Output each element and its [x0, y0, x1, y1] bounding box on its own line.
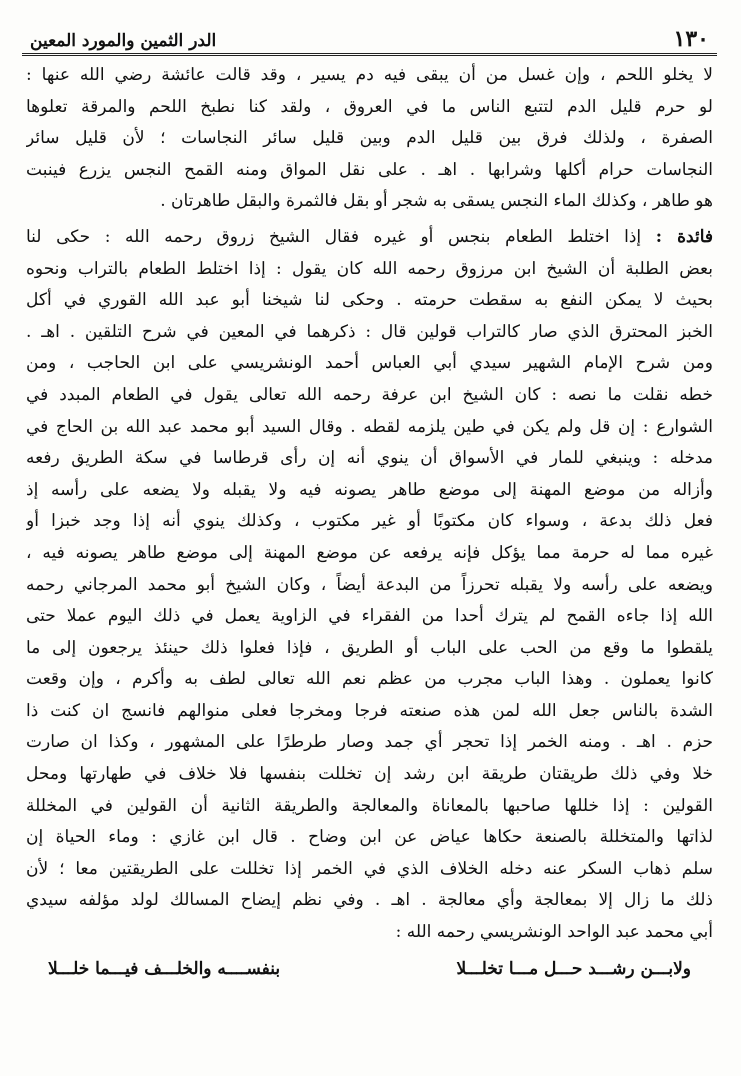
text-line: غيره مما له حرمة مما يؤكل فإنه يرفعه عن موضع المهنة إلى موضع طاهر يصونه فيه ،: [26, 542, 713, 563]
text-line: وأزاله من موضع المهنة إلى موضع طاهر يصونه فيه ولا يقبله ولا يضعه على رأسه إذ: [26, 479, 713, 500]
text-line: القولين : إذا خللها صاحبها بالمعاناة والمعالجة والطريقة الثانية أن القولين في المخللة: [26, 795, 713, 816]
text-line: لا يخلو اللحم ، وإن غسل من أن يبقى فيه دم يسير ، وقد قالت عائشة رضي الله عنها :: [26, 65, 713, 85]
text-line: خلا وفي ذلك طريقتان طريقة ابن رشد إن تخللت بنفسها فلا خلاف في طهارتها ومحل: [26, 764, 713, 785]
paragraph-2: [26, 222, 713, 949]
text-line: يلقطوا ما وقع من الحب على الباب أو الطريق ، فإذا فعلوا ذلك حينئذ يرجعون إلى ما: [26, 637, 713, 658]
page-number: ١٣٠: [673, 26, 709, 52]
text-line: [26, 222, 713, 254]
text-line: الشدة بالناس جعل الله لمن هذه صنعته فرجا ومخرجا فعلى منوالهم فانسج ان كنت ذا: [26, 700, 713, 721]
text-line: أبي محمد عبد الواحد الونشريسي رحمه الله :: [395, 922, 713, 943]
faida-label: فائدة :: [655, 226, 713, 247]
text-line: النجاسات حرام أكلها وشرابها . اهـ . على نقل المواق ومنه القمح النجس يزرع فينبت: [26, 159, 713, 180]
text-line: ذلك ما زال إلا بمعالجة وأي معالجة . اهـ . وفي نظم إيضاح المسالك لولد مؤلفه سيدي: [26, 890, 713, 911]
text-line: بحيث لا يمكن النفع به سقطت حرمته . وحكى لنا شيخنا أبو عبد الله القوري في أكل: [26, 290, 713, 311]
verse: [26, 959, 713, 979]
text-line: ومن شرح الإمام الشهير سيدي أبي العباس أحمد الونشريسي على ابن الحاجب ، ومن: [26, 353, 713, 374]
text-line: الله إذا جاءه القمح لم يترك أحدا من الفقراء في الزاوية يعمل في ذلك اليوم عملا حتى: [26, 606, 713, 627]
verse-second-hemistich: بنفســــه والخلـــف فيـــما خلـــلا: [48, 958, 281, 979]
text-line: كانوا يعملون . وهذا الباب مجرب من عظم نعم الله تعالى لطف به وأكرم ، وإن وقعت: [26, 669, 713, 690]
text-line: لو حرم قليل الدم لتتبع الناس ما في العروق ، ولقد كنا نطبخ اللحم والمرقة تعلوها: [26, 96, 713, 117]
page-header: [22, 18, 717, 56]
text-line: بعض الطلبة أن الشيخ ابن مرزوق رحمه الله كان يقول : إذا اختلط الطعام بالتراب ونحوه: [26, 258, 713, 279]
text-line: هو طاهر ، وكذلك الماء النجس يسقى به شجر أو بقل فالثمرة والبقل طاهرتان .: [160, 191, 713, 212]
text-line: سلم ذهاب السكر عنه دخله الخلاف الذي في الخمر إذا تخللت على الطريقتين معا ؛ لأن: [26, 858, 713, 879]
text-line: الخبز المحترق الذي صار كالتراب قولين قال : ذكرهما في المعين في شرح التلقين . اهـ .: [26, 321, 713, 342]
running-title: الدر الثمين والمورد المعين: [30, 31, 217, 51]
verse-first-hemistich: ولابـــن رشـــد حـــل مـــا تخلـــلا: [456, 958, 691, 979]
text-line-rest: إذا اختلط الطعام بنجس أو غيره فقال الشيخ زروق رحمه الله : حكى لنا: [26, 226, 642, 247]
text-line: خطه نقلت ما نصه : كان الشيخ ابن عرفة رحمه الله تعالى يقول في الطعام المبدد في: [26, 384, 713, 405]
text-line: حزم . اهـ . ومنه الخمر إذا تحجر أي جمد وصار طرطرًا على المشهور ، وكذا ان صارت: [26, 732, 713, 753]
page-body: [22, 60, 717, 979]
text-line: الصفرة ، ولذلك فرق بين قليل الدم وبين قليل سائر النجاسات ؛ لأن قليل سائر: [26, 128, 713, 149]
text-line: مدخله : وينبغي للمار في الأسواق أن ينوي أنه إن رأى قرطاسا في سكة الطريق رفعه: [26, 448, 713, 469]
text-line: لذاتها والمتخللة بالصنعة حكاها عياض عن ابن وضاح . قال ابن غازي : وماء الحياة إن: [26, 827, 713, 848]
text-line: ويضعه على رأسه ولا يقبله تحرزاً من البدعة أيضاً ، وكان الشيخ أبو محمد المرجاني رحمه: [26, 574, 713, 595]
text-line: فعل ذلك بدعة ، وسواء كان مكتوبًا أو غير مكتوب ، وكذلك ينوي أنه إذا وجد خبزا أو: [26, 511, 713, 532]
text-line: الشوارع : إن قل ولم يكن في طين يلزمه لقطه . وقال السيد أبو محمد عبد الله بن الحاج في: [26, 416, 713, 437]
paragraph-1: [26, 60, 713, 218]
